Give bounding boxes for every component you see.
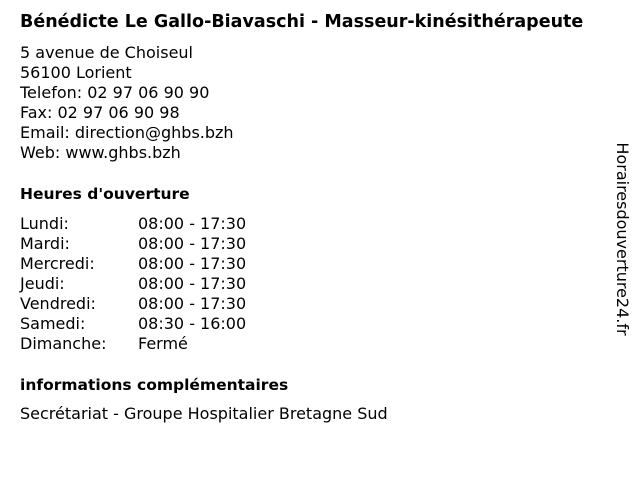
opening-hours-table <box>20 214 616 354</box>
hours-row-sunday <box>20 334 616 354</box>
hours-time: Fermé <box>138 334 188 353</box>
page-title: Bénédicte Le Gallo-Biavaschi - Masseur-kinésithérapeute <box>20 12 584 32</box>
hours-day: Mardi: <box>20 234 70 253</box>
hours-time: 08:00 - 17:30 <box>138 274 247 293</box>
info-heading: informations complémentaires <box>20 376 289 394</box>
address-web: Web: www.ghbs.bzh <box>20 143 181 162</box>
hours-row-saturday <box>20 314 616 334</box>
address-city: 56100 Lorient <box>20 63 132 82</box>
hours-day: Vendredi: <box>20 294 96 313</box>
address-block <box>20 43 616 163</box>
hours-row-friday <box>20 294 616 314</box>
hours-row-tuesday <box>20 234 616 254</box>
info-text: Secrétariat - Groupe Hospitalier Bretagne Sud <box>20 404 388 423</box>
hours-row-wednesday <box>20 254 616 274</box>
business-listing <box>20 12 616 424</box>
hours-day: Lundi: <box>20 214 69 233</box>
site-watermark: Horairesdouverture24.fr <box>613 142 632 336</box>
hours-row-monday <box>20 214 616 234</box>
hours-time: 08:00 - 17:30 <box>138 214 247 233</box>
hours-time: 08:00 - 17:30 <box>138 234 247 253</box>
hours-row-thursday <box>20 274 616 294</box>
address-phone: Telefon: 02 97 06 90 90 <box>20 83 210 102</box>
hours-day: Jeudi: <box>20 274 65 293</box>
address-fax: Fax: 02 97 06 90 98 <box>20 103 180 122</box>
address-email: Email: direction@ghbs.bzh <box>20 123 234 142</box>
hours-time: 08:30 - 16:00 <box>138 314 247 333</box>
hours-day: Mercredi: <box>20 254 95 273</box>
hours-time: 08:00 - 17:30 <box>138 294 247 313</box>
address-street: 5 avenue de Choiseul <box>20 43 193 62</box>
hours-day: Dimanche: <box>20 334 107 353</box>
hours-day: Samedi: <box>20 314 86 333</box>
hours-time: 08:00 - 17:30 <box>138 254 247 273</box>
hours-heading: Heures d'ouverture <box>20 185 190 203</box>
